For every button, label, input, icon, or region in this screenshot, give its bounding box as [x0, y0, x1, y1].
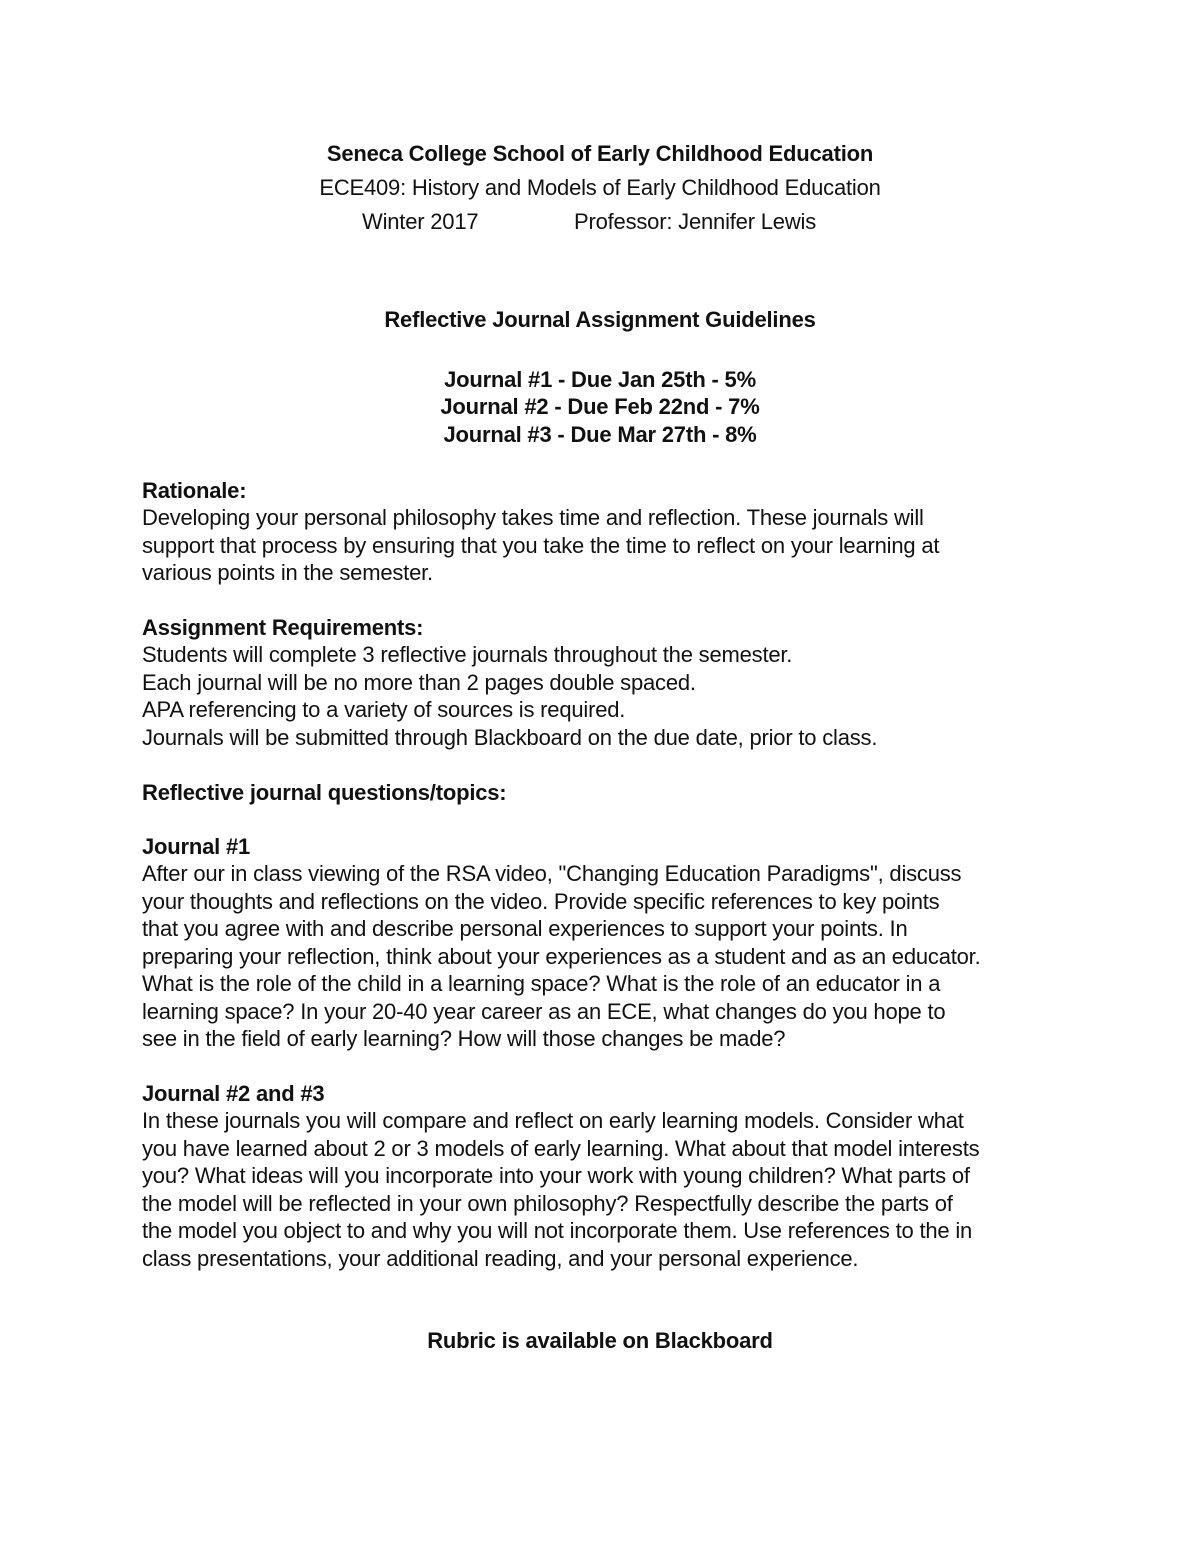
journal-1-line: that you agree with and describe personal experiences to support your points. In [142, 916, 908, 941]
questions-heading: Reflective journal questions/topics: [142, 780, 507, 805]
journal-1-line: After our in class viewing of the RSA video, "Changing Education Paradigms", discuss [142, 861, 962, 886]
institution-title: Seneca College School of Early Childhood Education [326, 141, 874, 166]
course-title: ECE409: History and Models of Early Childhood Education [319, 175, 881, 200]
journal-2-3-heading: Journal #2 and #3 [142, 1081, 325, 1106]
journal-1-line: preparing your reflection, think about your experiences as a student and as an educator. [142, 944, 981, 969]
journal-1-line: your thoughts and reflections on the video. Provide specific references to key points [142, 889, 940, 914]
journal-1-line: learning space? In your 20-40 year career as an ECE, what changes do you hope to [142, 999, 946, 1024]
journal-1-line: What is the role of the child in a learning space? What is the role of an educator in a [142, 971, 941, 996]
requirements-line: Journals will be submitted through Blackboard on the due date, prior to class. [142, 725, 878, 750]
rubric-note: Rubric is available on Blackboard [427, 1328, 773, 1353]
term-label: Winter 2017 [362, 209, 479, 234]
requirements-heading: Assignment Requirements: [142, 615, 424, 640]
requirements-line: APA referencing to a variety of sources is required. [142, 697, 626, 722]
rationale-line: Developing your personal philosophy takes time and reflection. These journals will [142, 505, 924, 530]
journal-2-3-line: you? What ideas will you incorporate into your work with young children? What parts of [142, 1163, 970, 1188]
journal-2-3-line: class presentations, your additional reading, and your personal experience. [142, 1246, 859, 1271]
due-date-journal-2: Journal #2 - Due Feb 22nd - 7% [440, 394, 760, 419]
due-date-journal-1: Journal #1 - Due Jan 25th - 5% [444, 367, 756, 392]
rationale-heading: Rationale: [142, 478, 247, 503]
journal-1-line: see in the field of early learning? How will those changes be made? [142, 1026, 786, 1051]
professor-label: Professor: Jennifer Lewis [574, 209, 816, 234]
rationale-line: support that process by ensuring that you take the time to reflect on your learning at [142, 533, 940, 558]
journal-2-3-line: the model you object to and why you will not incorporate them. Use references to the in [142, 1218, 973, 1243]
journal-1-heading: Journal #1 [142, 834, 251, 859]
requirements-line: Each journal will be no more than 2 pages double spaced. [142, 670, 696, 695]
journal-2-3-line: the model will be reflected in your own philosophy? Respectfully describe the parts of [142, 1191, 953, 1216]
rationale-line: various points in the semester. [142, 560, 433, 585]
journal-2-3-line: you have learned about 2 or 3 models of early learning. What about that model interests [142, 1136, 980, 1161]
due-date-journal-3: Journal #3 - Due Mar 27th - 8% [443, 422, 757, 447]
journal-2-3-line: In these journals you will compare and reflect on early learning models. Consider what [142, 1108, 964, 1133]
assignment-title: Reflective Journal Assignment Guidelines [384, 307, 816, 332]
requirements-line: Students will complete 3 reflective journals throughout the semester. [142, 642, 793, 667]
